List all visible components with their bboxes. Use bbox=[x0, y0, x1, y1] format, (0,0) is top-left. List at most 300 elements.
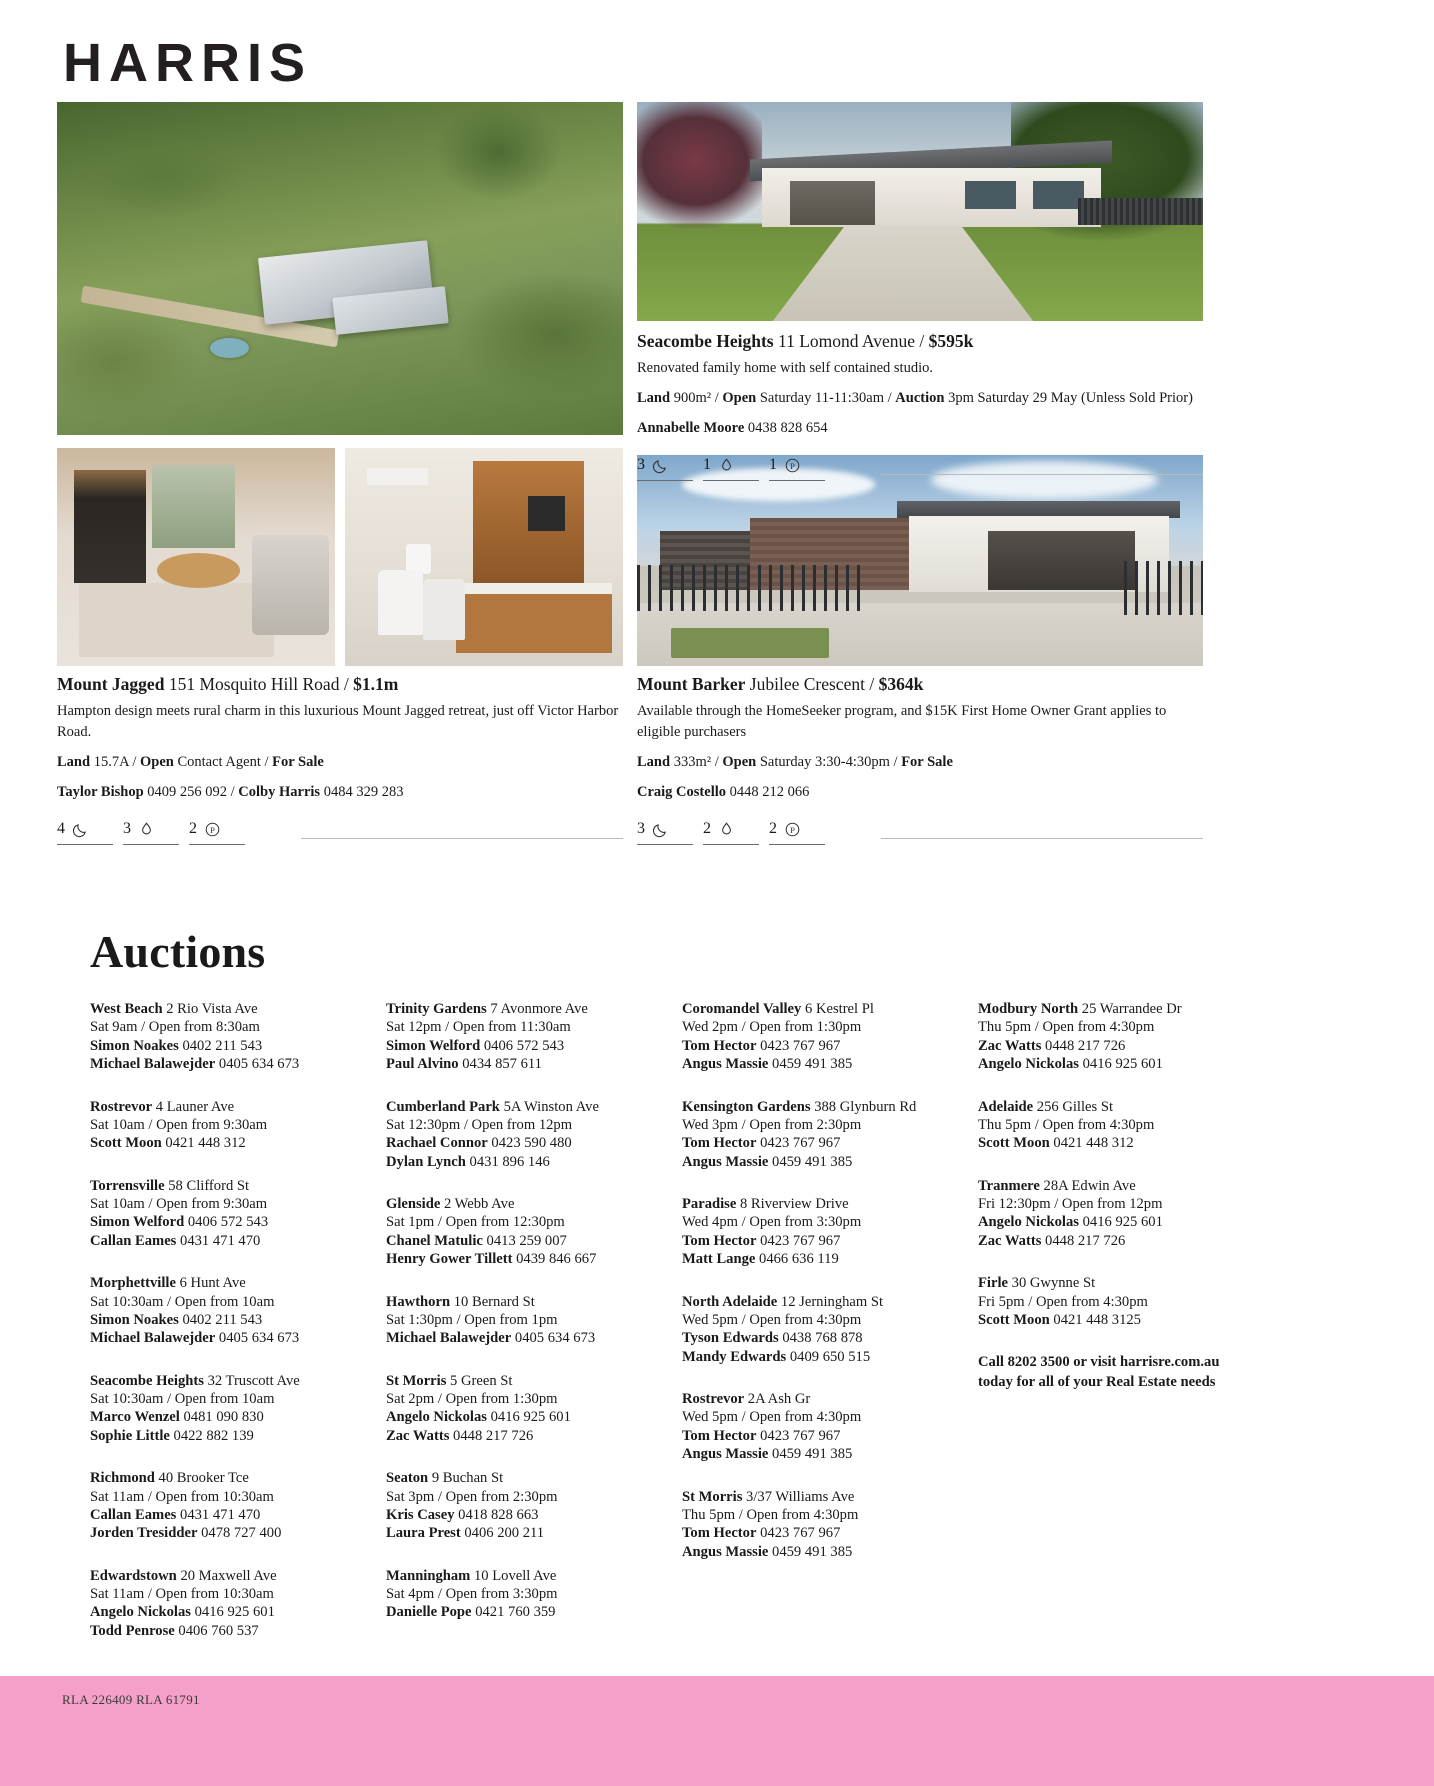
photo-window bbox=[1033, 181, 1084, 209]
auction-agent-name: Angelo Nickolas bbox=[978, 1214, 1079, 1231]
auction-address-line bbox=[90, 1372, 366, 1390]
listing-mount-jagged bbox=[57, 673, 623, 845]
agent-name: Taylor Bishop bbox=[57, 784, 144, 801]
auction-agent-name: Jorden Tresidder bbox=[90, 1525, 198, 1542]
auction-suburb: Seacombe Heights bbox=[90, 1372, 204, 1389]
auction-agent-name: Chanel Matulic bbox=[386, 1232, 483, 1249]
auction-address: 10 Bernard St bbox=[453, 1293, 535, 1310]
auction-agent-line bbox=[682, 1250, 958, 1268]
auctions-heading: Auctions bbox=[90, 926, 266, 977]
auction-entry[interactable] bbox=[682, 1293, 958, 1367]
auction-time: Sat 10am / Open from 9:30am bbox=[90, 1116, 268, 1133]
auction-suburb: Rostrevor bbox=[90, 1098, 153, 1115]
listing-address: 11 Lomond Avenue bbox=[777, 331, 916, 351]
listing-agents bbox=[637, 418, 1203, 440]
footer-rla: RLA 226409 RLA 61791 bbox=[62, 1692, 200, 1707]
auction-agent-phone: 0423 590 480 bbox=[491, 1135, 572, 1152]
auction-agent-name: Tom Hector bbox=[682, 1037, 757, 1054]
auction-time: Sat 1pm / Open from 12:30pm bbox=[386, 1214, 565, 1231]
auction-agent-line bbox=[682, 1134, 958, 1152]
auction-agent-line bbox=[978, 1055, 1254, 1073]
auction-entry[interactable] bbox=[682, 1000, 958, 1074]
land-label: Land bbox=[57, 753, 91, 770]
auctions-columns bbox=[90, 1000, 1360, 1664]
auction-agent-name: Scott Moon bbox=[978, 1135, 1050, 1152]
auction-time: Sat 10:30am / Open from 10am bbox=[90, 1293, 275, 1310]
auction-address-line bbox=[90, 1000, 366, 1018]
auction-suburb: Richmond bbox=[90, 1470, 155, 1487]
photo-kitchen-island bbox=[456, 583, 612, 653]
auction-suburb: Adelaide bbox=[978, 1098, 1034, 1115]
photo-chair bbox=[423, 579, 465, 640]
auction-address: 10 Lovell Ave bbox=[474, 1567, 557, 1584]
auction-agent-line bbox=[386, 1055, 662, 1073]
auction-agent-phone: 0422 882 139 bbox=[173, 1427, 254, 1444]
auction-entry[interactable] bbox=[386, 1000, 662, 1074]
auction-agent-line bbox=[682, 1543, 958, 1561]
auction-agent-line bbox=[978, 1232, 1254, 1250]
auction-address-line bbox=[386, 1567, 662, 1585]
auction-agent-name: Tom Hector bbox=[682, 1427, 757, 1444]
auction-time: Sat 9am / Open from 8:30am bbox=[90, 1019, 260, 1036]
auction-agent-phone: 0434 857 611 bbox=[462, 1056, 542, 1073]
auction-entry[interactable] bbox=[386, 1372, 662, 1446]
auction-entry[interactable] bbox=[90, 1372, 366, 1446]
auction-agent-phone: 0481 090 830 bbox=[183, 1409, 264, 1426]
bathrooms-count: 3 bbox=[123, 820, 131, 838]
bedrooms-count: 4 bbox=[57, 820, 65, 838]
auction-suburb: Tranmere bbox=[978, 1177, 1040, 1194]
auction-agent-line bbox=[978, 1134, 1254, 1152]
auction-agent-phone: 0423 767 967 bbox=[760, 1525, 841, 1542]
auction-agent-name: Simon Noakes bbox=[90, 1311, 179, 1328]
listing-features bbox=[57, 820, 623, 845]
auction-agent-name: Marco Wenzel bbox=[90, 1409, 180, 1426]
auction-agent-line bbox=[90, 1427, 366, 1445]
auction-agent-phone: 0421 448 312 bbox=[1053, 1135, 1134, 1152]
auction-agent-phone: 0478 727 400 bbox=[201, 1525, 282, 1542]
auction-agent-line bbox=[386, 1037, 662, 1055]
parking-count: 2 bbox=[189, 820, 197, 838]
auction-agent-line bbox=[682, 1348, 958, 1366]
listing-suburb: Seacombe Heights bbox=[637, 331, 774, 351]
photo-garage-door bbox=[988, 531, 1135, 590]
auction-address-line bbox=[90, 1098, 366, 1116]
meta-separator: / bbox=[887, 389, 892, 406]
feature-rule bbox=[301, 838, 623, 839]
listing-address: Jubilee Crescent bbox=[749, 674, 865, 694]
photo-rug bbox=[79, 583, 274, 657]
auction-agent-name: Michael Balawejder bbox=[90, 1056, 216, 1073]
auction-agent-line bbox=[682, 1524, 958, 1542]
auction-suburb: Rostrevor bbox=[682, 1391, 745, 1407]
auction-address: 8 Riverview Drive bbox=[739, 1196, 849, 1212]
land-value: 333m² bbox=[673, 753, 712, 770]
auction-agent-name: Tom Hector bbox=[682, 1525, 757, 1542]
auction-address: 6 Kestrel Pl bbox=[805, 1001, 874, 1017]
listing-address: 151 Mosquito Hill Road bbox=[168, 674, 340, 694]
auction-address: 58 Clifford St bbox=[168, 1177, 250, 1194]
auction-agent-line bbox=[90, 1408, 366, 1426]
auction-address-line bbox=[386, 1195, 662, 1213]
auction-time: Wed 2pm / Open from 1:30pm bbox=[682, 1019, 862, 1036]
auction-agent-name: Matt Lange bbox=[682, 1251, 756, 1268]
auction-address: 2A Ash Gr bbox=[747, 1391, 811, 1407]
agent-phone: 0448 212 066 bbox=[729, 784, 810, 801]
auction-agent-phone: 0421 448 312 bbox=[165, 1135, 246, 1152]
auction-time: Sat 2pm / Open from 1:30pm bbox=[386, 1391, 558, 1407]
photo-air-conditioner bbox=[367, 468, 428, 485]
land-label: Land bbox=[637, 389, 671, 406]
auction-agent-phone: 0423 767 967 bbox=[760, 1427, 841, 1444]
auction-address-line bbox=[386, 1293, 662, 1311]
auction-agent-line bbox=[386, 1524, 662, 1542]
droplet-icon bbox=[718, 457, 735, 474]
svg-text:P: P bbox=[210, 824, 215, 835]
auction-agent-name: Zac Watts bbox=[386, 1427, 450, 1444]
auction-suburb: Modbury North bbox=[978, 1001, 1079, 1017]
auction-address: 12 Jerningham St bbox=[780, 1293, 884, 1310]
agent-name: Colby Harris bbox=[238, 784, 321, 801]
auction-suburb: Cumberland Park bbox=[386, 1098, 500, 1115]
auction-entry[interactable] bbox=[978, 1098, 1254, 1153]
agent-phone: 0409 256 092 bbox=[147, 784, 228, 801]
auction-address: 6 Hunt Ave bbox=[179, 1275, 246, 1292]
listing-description: Available through the HomeSeeker program, and $15K First Home Owner Grant applies to eligible purchasers bbox=[637, 702, 1167, 740]
auction-address-line bbox=[90, 1177, 366, 1195]
auction-entry[interactable] bbox=[386, 1567, 662, 1622]
photo-tree-secondary bbox=[637, 102, 762, 229]
auction-agent-name: Zac Watts bbox=[978, 1037, 1042, 1054]
property-photo-mount-jagged-lounge bbox=[57, 448, 335, 666]
auction-agent-name: Callan Eames bbox=[90, 1506, 177, 1523]
auction-agent-line bbox=[386, 1408, 662, 1426]
property-photo-mount-barker bbox=[637, 455, 1203, 666]
auction-entry[interactable] bbox=[682, 1488, 958, 1562]
auction-agent-phone: 0431 471 470 bbox=[180, 1506, 261, 1523]
auction-time: Thu 5pm / Open from 4:30pm bbox=[978, 1019, 1155, 1036]
auction-entry[interactable] bbox=[90, 1177, 366, 1251]
listing-price: $595k bbox=[928, 331, 974, 351]
auction-agent-name: Angelo Nickolas bbox=[90, 1604, 191, 1621]
auction-agent-name: Angelo Nickolas bbox=[978, 1056, 1079, 1073]
feature-parking bbox=[769, 456, 825, 481]
auction-suburb: Torrensville bbox=[90, 1177, 165, 1194]
auction-agent-line bbox=[90, 1213, 366, 1231]
auction-suburb: Edwardstown bbox=[90, 1567, 177, 1584]
auction-agent-phone: 0405 634 673 bbox=[514, 1330, 596, 1347]
land-value: 900m² bbox=[673, 389, 712, 406]
auction-address-line bbox=[386, 1469, 662, 1487]
auction-agent-phone: 0459 491 385 bbox=[772, 1543, 853, 1560]
auction-time: Fri 5pm / Open from 4:30pm bbox=[978, 1293, 1148, 1310]
auction-agent-line bbox=[682, 1055, 958, 1073]
photo-fence bbox=[1124, 561, 1203, 616]
listing-agents bbox=[57, 782, 623, 804]
auction-time: Sat 12pm / Open from 11:30am bbox=[386, 1019, 571, 1036]
auction-time: Thu 5pm / Open from 4:30pm bbox=[978, 1116, 1155, 1133]
auction-agent-phone: 0431 471 470 bbox=[180, 1232, 261, 1249]
auction-entry[interactable] bbox=[978, 1000, 1254, 1074]
feature-bathrooms bbox=[703, 820, 759, 845]
listing-separator: / bbox=[919, 331, 925, 351]
auction-agent-line bbox=[386, 1250, 662, 1268]
auction-entry[interactable] bbox=[90, 1469, 366, 1543]
open-value: Saturday 3:30-4:30pm bbox=[759, 753, 890, 770]
auction-agent-phone: 0459 491 385 bbox=[772, 1446, 853, 1463]
auction-entry[interactable] bbox=[90, 1274, 366, 1348]
auction-column bbox=[90, 1000, 366, 1664]
meta-separator: / bbox=[132, 753, 137, 770]
auction-suburb: North Adelaide bbox=[682, 1293, 778, 1310]
contact-callout[interactable]: Call 8202 3500 or visit harrisre.com.au today for all of your Real Estate needs bbox=[978, 1354, 1220, 1390]
auction-agent-phone: 0406 760 537 bbox=[178, 1622, 259, 1639]
auction-agent-phone: 0466 636 119 bbox=[759, 1251, 839, 1268]
auction-address: 4 Launer Ave bbox=[155, 1098, 235, 1115]
auction-agent-phone: 0416 925 601 bbox=[194, 1604, 275, 1621]
auction-agent-phone: 0416 925 601 bbox=[1082, 1056, 1163, 1073]
land-label: Land bbox=[637, 753, 671, 770]
auction-address-line bbox=[90, 1567, 366, 1585]
auction-agent-name: Laura Prest bbox=[386, 1525, 461, 1542]
listing-features bbox=[637, 820, 1203, 845]
parking-icon bbox=[784, 457, 801, 474]
auction-agent-line bbox=[386, 1153, 662, 1171]
auction-agent-line bbox=[978, 1213, 1254, 1231]
auction-agent-line bbox=[682, 1232, 958, 1250]
meta-separator: / bbox=[893, 753, 898, 770]
listing-description: Hampton design meets rural charm in this luxurious Mount Jagged retreat, just off Victor Harbor Road. bbox=[57, 702, 619, 740]
auction-agent-phone: 0423 767 967 bbox=[760, 1135, 841, 1152]
auction-agent-phone: 0406 572 543 bbox=[483, 1037, 565, 1054]
auction-agent-name: Zac Watts bbox=[978, 1232, 1042, 1249]
agent-name: Craig Costello bbox=[637, 784, 726, 801]
auction-time: Wed 3pm / Open from 2:30pm bbox=[682, 1116, 862, 1133]
auction-agent-phone: 0439 846 667 bbox=[516, 1251, 597, 1268]
auction-suburb: Seaton bbox=[386, 1470, 429, 1487]
auction-agent-name: Paul Alvino bbox=[386, 1056, 459, 1073]
auction-entry[interactable] bbox=[90, 1000, 366, 1074]
auction-suburb: Hawthorn bbox=[386, 1293, 451, 1310]
auction-address-line bbox=[682, 1098, 958, 1116]
auction-agent-name: Henry Gower Tillett bbox=[386, 1251, 513, 1268]
auction-agent-name: Tom Hector bbox=[682, 1232, 757, 1249]
parking-icon bbox=[204, 821, 221, 838]
listing-title bbox=[637, 673, 1203, 697]
auction-agent-name: Michael Balawejder bbox=[90, 1330, 216, 1347]
auction-agent-phone: 0416 925 601 bbox=[490, 1409, 571, 1426]
open-label: Open bbox=[722, 753, 757, 770]
auction-address: 5 Green St bbox=[450, 1372, 513, 1389]
auction-agent-phone: 0402 211 543 bbox=[182, 1311, 263, 1328]
photo-oven bbox=[528, 496, 564, 531]
feature-bedrooms bbox=[637, 820, 693, 845]
photo-lawn bbox=[671, 628, 829, 658]
agent-separator: / bbox=[230, 784, 235, 801]
droplet-icon bbox=[718, 821, 735, 838]
auction-agent-line bbox=[90, 1329, 366, 1347]
auction-agent-name: Kris Casey bbox=[386, 1506, 455, 1523]
auction-agent-name: Sophie Little bbox=[90, 1427, 170, 1444]
auction-agent-line bbox=[978, 1037, 1254, 1055]
auction-agent-line bbox=[386, 1427, 662, 1445]
auction-agent-line bbox=[90, 1506, 366, 1524]
auction-suburb: St Morris bbox=[682, 1488, 743, 1505]
listing-meta bbox=[637, 752, 1203, 774]
auction-agent-line bbox=[90, 1055, 366, 1073]
feature-rule bbox=[881, 474, 1203, 475]
auction-agent-line bbox=[682, 1427, 958, 1445]
auction-agent-phone: 0423 767 967 bbox=[760, 1232, 841, 1249]
svg-text:P: P bbox=[790, 824, 795, 835]
auction-suburb: Glenside bbox=[386, 1196, 441, 1212]
photo-fence bbox=[637, 565, 863, 611]
harris-logo: HARRIS bbox=[63, 33, 313, 93]
parking-icon bbox=[784, 821, 801, 838]
auction-suburb: West Beach bbox=[90, 1001, 163, 1017]
auction-entry[interactable] bbox=[682, 1098, 958, 1172]
auction-address-line bbox=[386, 1000, 662, 1018]
auction-time: Wed 5pm / Open from 4:30pm bbox=[682, 1409, 862, 1426]
auction-time: Sat 11am / Open from 10:30am bbox=[90, 1586, 274, 1602]
auction-entry[interactable] bbox=[386, 1195, 662, 1269]
auction-agent-phone: 0431 896 146 bbox=[469, 1153, 550, 1170]
auction-agent-phone: 0448 217 726 bbox=[1045, 1037, 1126, 1054]
auction-agent-phone: 0405 634 673 bbox=[218, 1330, 300, 1347]
auction-suburb: Coromandel Valley bbox=[682, 1001, 802, 1017]
feature-parking bbox=[769, 820, 825, 845]
agent-phone: 0484 329 283 bbox=[323, 784, 404, 801]
status-label: Auction bbox=[895, 389, 945, 406]
auction-time: Sat 3pm / Open from 2:30pm bbox=[386, 1488, 558, 1505]
photo-window bbox=[152, 465, 235, 548]
bedrooms-count: 3 bbox=[637, 456, 645, 474]
photo-garage bbox=[790, 181, 875, 225]
auction-entry[interactable] bbox=[682, 1195, 958, 1269]
auction-entry[interactable] bbox=[978, 1177, 1254, 1251]
auction-address: 30 Gwynne St bbox=[1011, 1275, 1096, 1292]
auction-agent-name: Tom Hector bbox=[682, 1135, 757, 1152]
auction-agent-phone: 0448 217 726 bbox=[1045, 1232, 1126, 1249]
auction-agent-phone: 0406 572 543 bbox=[187, 1214, 269, 1231]
listing-meta bbox=[637, 388, 1203, 410]
listing-separator: / bbox=[343, 674, 349, 694]
agent-name: Annabelle Moore bbox=[637, 420, 745, 437]
auction-address: 7 Avonmore Ave bbox=[490, 1001, 588, 1017]
auction-agent-line bbox=[90, 1524, 366, 1542]
auction-agent-line bbox=[90, 1037, 366, 1055]
feature-parking bbox=[189, 820, 245, 845]
feature-bedrooms bbox=[637, 456, 693, 481]
photo-sofa bbox=[252, 535, 330, 635]
auction-agent-phone: 0413 259 007 bbox=[486, 1232, 567, 1249]
auction-entry[interactable] bbox=[386, 1293, 662, 1348]
auction-agent-line bbox=[682, 1445, 958, 1463]
auction-address-line bbox=[682, 1293, 958, 1311]
auction-entry[interactable] bbox=[682, 1390, 958, 1464]
auction-column bbox=[978, 1000, 1254, 1664]
auction-address: 256 Gilles St bbox=[1036, 1098, 1114, 1115]
auction-address-line bbox=[90, 1274, 366, 1292]
auction-agent-line bbox=[386, 1506, 662, 1524]
auction-address-line bbox=[978, 1177, 1254, 1195]
meta-separator: / bbox=[714, 389, 719, 406]
auction-agent-line bbox=[386, 1134, 662, 1152]
listing-meta bbox=[57, 752, 623, 774]
auction-entry[interactable] bbox=[90, 1567, 366, 1641]
auction-suburb: Morphettville bbox=[90, 1275, 176, 1292]
auction-time: Sat 10:30am / Open from 10am bbox=[90, 1391, 275, 1407]
auction-agent-phone: 0448 217 726 bbox=[453, 1427, 534, 1444]
feature-rule bbox=[881, 838, 1203, 839]
auction-agent-name: Michael Balawejder bbox=[386, 1330, 512, 1347]
auction-column bbox=[682, 1000, 958, 1664]
auction-suburb: Kensington Gardens bbox=[682, 1098, 811, 1115]
auction-address-line bbox=[978, 1274, 1254, 1292]
auction-entry[interactable] bbox=[386, 1098, 662, 1172]
bedrooms-count: 3 bbox=[637, 820, 645, 838]
auction-agent-phone: 0402 211 543 bbox=[182, 1037, 263, 1054]
listing-features bbox=[637, 456, 1203, 481]
photo-window bbox=[965, 181, 1016, 209]
auction-agent-name: Tyson Edwards bbox=[682, 1330, 779, 1347]
open-value: Saturday 11-11:30am bbox=[759, 389, 884, 406]
photo-coffee-table bbox=[157, 553, 240, 588]
auction-agent-phone: 0421 760 359 bbox=[475, 1604, 556, 1621]
auction-agent-phone: 0421 448 3125 bbox=[1053, 1311, 1141, 1328]
auction-agent-phone: 0418 828 663 bbox=[458, 1506, 539, 1523]
feature-bedrooms bbox=[57, 820, 113, 845]
auction-time: Wed 4pm / Open from 3:30pm bbox=[682, 1214, 862, 1231]
listing-suburb: Mount Jagged bbox=[57, 674, 165, 694]
auction-time: Fri 12:30pm / Open from 12pm bbox=[978, 1196, 1163, 1212]
auction-address-line bbox=[386, 1372, 662, 1390]
auction-suburb: Trinity Gardens bbox=[386, 1001, 487, 1017]
auction-time: Thu 5pm / Open from 4:30pm bbox=[682, 1506, 859, 1523]
listing-seacombe-heights bbox=[637, 330, 1203, 481]
auction-agent-phone: 0459 491 385 bbox=[772, 1056, 853, 1073]
meta-separator: / bbox=[714, 753, 719, 770]
auction-time: Sat 4pm / Open from 3:30pm bbox=[386, 1586, 558, 1602]
auction-agent-line bbox=[386, 1232, 662, 1250]
agent-phone: 0438 828 654 bbox=[747, 420, 828, 437]
auction-address-line bbox=[682, 1390, 958, 1408]
feature-bathrooms bbox=[123, 820, 179, 845]
parking-count: 2 bbox=[769, 820, 777, 838]
auction-entry[interactable] bbox=[90, 1098, 366, 1153]
auction-time: Sat 12:30pm / Open from 12pm bbox=[386, 1116, 573, 1133]
bed-icon bbox=[72, 821, 89, 838]
auction-suburb: St Morris bbox=[386, 1372, 447, 1389]
auction-time: Wed 5pm / Open from 4:30pm bbox=[682, 1311, 862, 1328]
auction-column bbox=[386, 1000, 662, 1664]
auction-entry[interactable] bbox=[978, 1274, 1254, 1329]
photo-chair bbox=[378, 570, 422, 635]
open-label: Open bbox=[140, 753, 174, 770]
auction-agent-name: Todd Penrose bbox=[90, 1622, 175, 1639]
bathrooms-count: 2 bbox=[703, 820, 711, 838]
parking-count: 1 bbox=[769, 456, 777, 474]
auction-address: 2 Webb Ave bbox=[443, 1196, 515, 1212]
auction-address: 40 Brooker Tce bbox=[158, 1470, 249, 1487]
auction-agent-phone: 0459 491 385 bbox=[772, 1153, 853, 1170]
auction-time: Sat 10am / Open from 9:30am bbox=[90, 1196, 268, 1212]
auction-agent-name: Scott Moon bbox=[90, 1135, 162, 1152]
auction-agent-phone: 0406 200 211 bbox=[464, 1525, 545, 1542]
listing-price: $1.1m bbox=[353, 674, 399, 694]
droplet-icon bbox=[138, 821, 155, 838]
auction-entry[interactable] bbox=[386, 1469, 662, 1543]
